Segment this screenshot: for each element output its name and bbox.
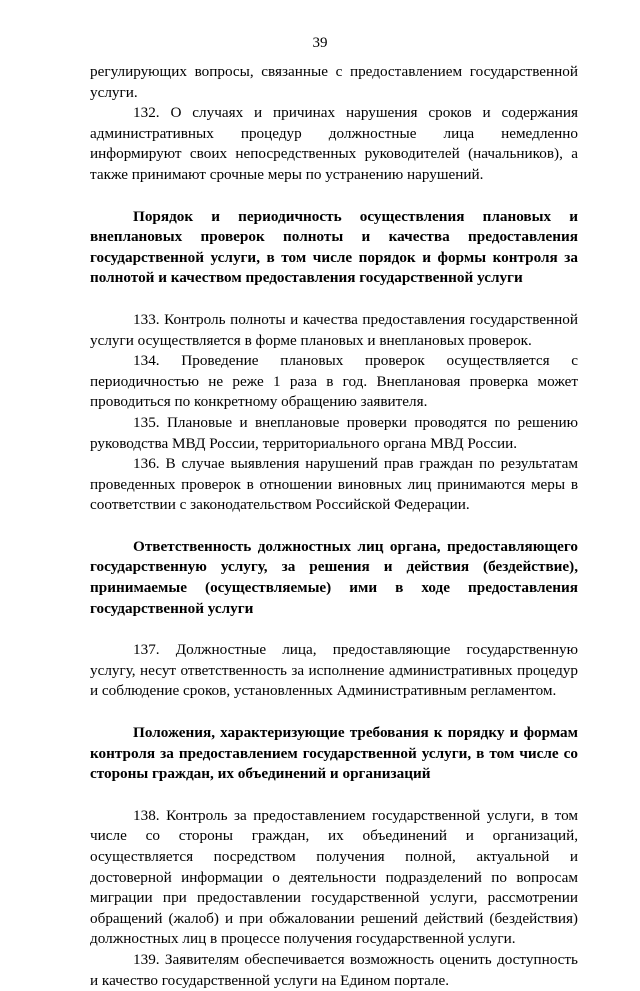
paragraph-138: 138. Контроль за предоставлением государственной услуги, в том числе со стороны граждан, их объединений и организаций, осуществляется посредством получения полной, актуальной и достоверной информации о деятельности подразделений по вопросам миграции при предоставлении государственной услуги, рассмотрении обращений (жалоб) и при обжаловании решений действий (бездействия) должностных лиц в процессе получения государственной услуги. bbox=[90, 806, 578, 948]
paragraph-137: 137. Должностные лица, предоставляющие государственную услугу, несут ответственность за исполнение административных процедур и соблюдение сроков, установленных Административным регламентом. bbox=[90, 641, 578, 700]
section-heading-responsibility: Ответственность должностных лиц органа, предоставляющего государственную услугу, за решения и действия (бездействие), принимаемые (осуществляемые) ими в ходе предоставления государственной услуги bbox=[90, 537, 578, 617]
document-body bbox=[90, 62, 578, 991]
paragraph-139: 139. Заявителям обеспечивается возможность оценить доступность и качество государственной услуги на Едином портале. bbox=[90, 950, 578, 989]
paragraph-132: 132. О случаях и причинах нарушения сроков и содержания административных процедур должностные лица немедленно информируют своих непосредственных руководителей (начальников), а также принимают срочные меры по устранению нарушений. bbox=[90, 104, 578, 183]
paragraph-133: 133. Контроль полноты и качества предоставления государственной услуги осуществляется в форме плановых и внеплановых проверок. bbox=[90, 310, 578, 349]
paragraph-136: 136. В случае выявления нарушений прав граждан по результатам проведенных проверок в отношении виновных лиц принимаются меры в соответствии с законодательством Российской Федерации. bbox=[90, 455, 578, 514]
paragraph-134: 134. Проведение плановых проверок осуществляется с периодичностью не реже 1 раза в год. Внеплановая проверка может проводиться по конкретному обращению заявителя. bbox=[90, 352, 578, 411]
paragraph-continuation: регулирующих вопросы, связанные с предоставлением государственной услуги. bbox=[90, 63, 578, 101]
section-heading-control-provisions: Положения, характеризующие требования к порядку и формам контроля за предоставлением государственной услуги, в том числе со стороны граждан, их объединений и организаций bbox=[90, 724, 578, 783]
section-heading-inspections: Порядок и периодичность осуществления плановых и внеплановых проверок полноты и качества предоставления государственной услуги, в том числе порядок и формы контроля за полнотой и качеством предоставления государственной услуги bbox=[90, 207, 578, 287]
page-number: 39 bbox=[312, 35, 328, 51]
paragraph-135: 135. Плановые и внеплановые проверки проводятся по решению руководства МВД России, территориального органа МВД России. bbox=[90, 413, 578, 452]
